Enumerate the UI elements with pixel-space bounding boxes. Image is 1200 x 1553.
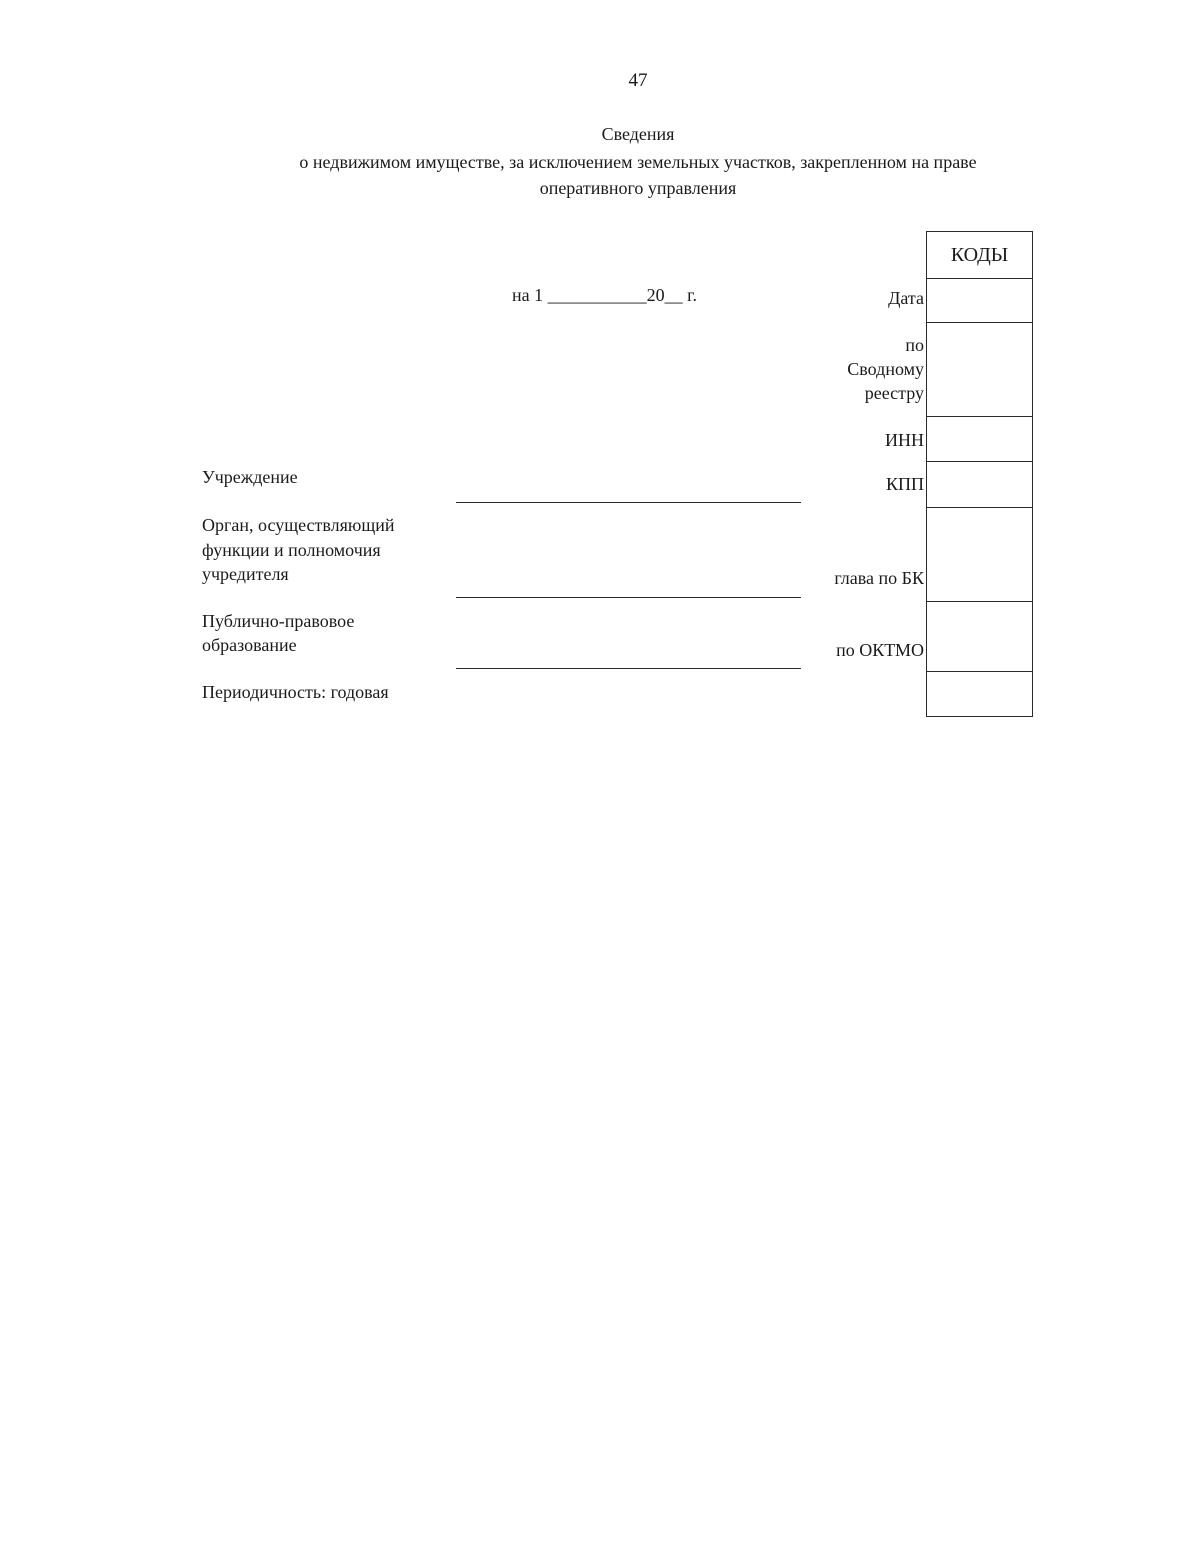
periodicity-label: Периодичность: годовая <box>202 682 389 702</box>
code-cell-inn[interactable] <box>927 416 1032 462</box>
code-label-oktmo: по ОКТМО <box>836 640 924 660</box>
page-number: 47 <box>628 70 648 91</box>
institution-fill-line[interactable] <box>456 502 801 503</box>
code-cell-registry[interactable] <box>927 322 1032 417</box>
code-cell-periodicity[interactable] <box>927 671 1032 716</box>
code-label-glava: глава по БК <box>834 568 924 588</box>
code-label-registry-3: реестру <box>864 383 924 403</box>
code-label-date: Дата <box>888 288 924 308</box>
municipal-label-line-2: образование <box>202 635 297 655</box>
code-label-registry-1: по <box>905 335 924 355</box>
code-cell-kpp[interactable] <box>927 461 1032 508</box>
founder-label-line-3: учредителя <box>202 564 289 584</box>
founder-label-line-2: функции и полномочия <box>202 540 381 560</box>
form-title: Сведения <box>601 124 675 144</box>
code-cell-glava[interactable] <box>927 507 1032 602</box>
form-subtitle-line-2: оперативного управления <box>539 178 737 198</box>
code-label-registry-2: Сводному <box>847 359 924 379</box>
code-cell-oktmo[interactable] <box>927 601 1032 672</box>
institution-label: Учреждение <box>202 467 298 487</box>
founder-fill-line[interactable] <box>456 597 801 598</box>
form-subtitle-line-1: о недвижимом имуществе, за исключением земельных участков, закрепленном на праве <box>299 152 977 172</box>
code-cell-date[interactable] <box>927 278 1032 323</box>
code-label-kpp: КПП <box>885 474 924 494</box>
codes-table <box>926 231 1033 717</box>
founder-label-line-1: Орган, осуществляющий <box>202 515 395 535</box>
municipal-fill-line[interactable] <box>456 668 801 669</box>
codes-header: КОДЫ <box>927 232 1032 279</box>
report-date-line: на 1 ___________20__ г. <box>512 285 697 305</box>
code-label-inn: ИНН <box>885 430 924 450</box>
municipal-label-line-1: Публично-правовое <box>202 611 355 631</box>
